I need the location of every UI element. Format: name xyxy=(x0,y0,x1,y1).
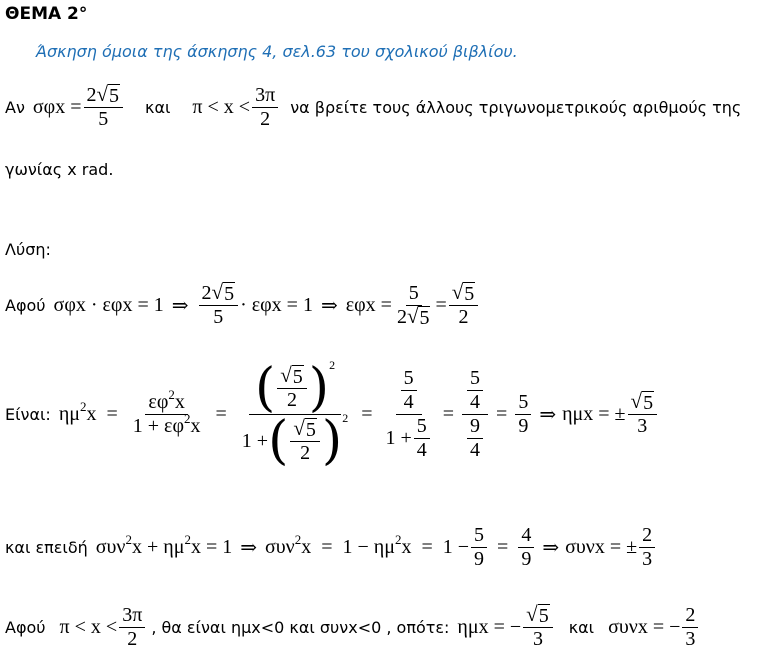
implies-icon: ⇒ xyxy=(171,295,189,317)
equals-sign: = xyxy=(435,294,447,316)
step3-result-fraction: $\frac{2}{3}$ xyxy=(639,524,655,571)
step3-result-lhs: συνx = ± xyxy=(565,536,638,558)
equals-sign: = xyxy=(496,403,508,425)
solution-label: Λύση: xyxy=(5,240,51,259)
step4-cos-fraction: $\frac{2}{3}$ xyxy=(682,604,698,651)
step-1 xyxy=(5,282,480,329)
step1-fraction-3: √ 5 2 xyxy=(449,282,479,329)
step3-fraction-1: $\frac{5}{9}$ xyxy=(471,524,487,571)
step1-fraction-2: 5 2 √ 5 xyxy=(396,282,430,329)
step1-tan-lhs: εφx = xyxy=(345,294,392,316)
step3-fraction-2: $\frac{4}{9}$ xyxy=(518,524,534,571)
interval-fraction: $\frac{3\pi}{2}$ xyxy=(252,84,278,131)
step2-fraction-5: $\frac{5}{9}$ xyxy=(515,391,531,438)
step4-prefix: Αφού xyxy=(5,618,46,637)
page-title: ΘΕΜΑ 2° xyxy=(5,4,88,24)
problem-text: να βρείτε τους άλλους τριγωνομετρικούς αριθμούς της xyxy=(290,98,742,117)
equals-sign: = xyxy=(497,536,509,558)
step2-fraction-1: $\frac{\varepsilon\varphi^2x}{1 + \varepsilon\varphi^2x}$ xyxy=(132,387,201,437)
implies-icon: ⇒ xyxy=(542,537,560,559)
step4-sin-fraction: √ 5 3 xyxy=(523,604,553,651)
step2-fraction-4: $\frac{\frac{5}{4}}{\frac{9}{4}}$ xyxy=(462,367,488,462)
exercise-reference: Άσκηση όμοια της άσκησης 4, σελ.63 του σχολικού βιβλίου. xyxy=(36,42,518,61)
step-4 xyxy=(5,604,700,651)
implies-icon: ⇒ xyxy=(320,295,338,317)
step4-sin-lhs: ημx = − xyxy=(457,616,522,638)
step-2: Είναι: $\eta\mu^2x$ = $\frac{\varepsilon\varphi^2x}{1 + \varepsilon\varphi^2x}$ = ( √ 5 2 ) 2 1 + ( √ 5 2 ) 2 = $\frac{5}{4}$ 1 + $\frac{5}{4}$ = $\frac{\frac{5}{4}}{\frac{9}{4}}$ = $\frac{5}{9}$ ⇒ ημx = ± √ 5 3 xyxy=(5,362,659,467)
interval-left: π < x < xyxy=(192,96,251,118)
equals-sign: = xyxy=(442,403,455,425)
step1-prefix: Αφού xyxy=(5,296,46,315)
step3-one-minus: 1 − xyxy=(442,536,470,558)
equals-sign: = xyxy=(361,403,373,425)
equals-sign: = xyxy=(321,536,333,558)
and-text: και xyxy=(568,618,595,637)
step4-cos-lhs: συνx = − xyxy=(608,616,681,638)
step4-text: , θα είναι ημx<0 και συνx<0 , οπότε: xyxy=(151,618,450,637)
step1-tan-product: · εφx = 1 xyxy=(240,294,313,316)
step-3: και επειδή $\sigma\upsilon\nu^2x + \eta\mu^2x = 1$ ⇒ συν$^2$x = $1 - \eta\mu^2x$ = 1 − $\frac{5}{9}$ = $\frac{4}{9}$ ⇒ συνx = ± $\frac{2}{3}$ xyxy=(5,524,657,571)
step1-fraction: 2 √ 5 5 xyxy=(199,282,239,329)
step2-prefix: Είναι: xyxy=(5,405,51,424)
problem-prefix: Αν xyxy=(5,98,25,117)
implies-icon: ⇒ xyxy=(539,404,557,426)
and-text: και xyxy=(145,98,171,117)
equals-sign: = xyxy=(421,536,433,558)
problem-text-line2: γωνίας x rad. xyxy=(5,160,114,179)
equals-sign: = xyxy=(215,403,227,425)
cot-lhs: σφx = xyxy=(32,96,82,118)
step2-fraction-2: ( √ 5 2 ) 2 1 + ( √ 5 2 ) 2 xyxy=(241,358,349,471)
step2-result-fraction: √ 5 3 xyxy=(628,391,658,438)
step2-fraction-3: $\frac{5}{4}$ 1 + $\frac{5}{4}$ xyxy=(382,367,434,462)
step2-result-lhs: ημx = ± xyxy=(562,403,626,425)
problem-statement xyxy=(5,84,741,131)
step4-interval-left: π < x < xyxy=(59,616,118,638)
implies-icon: ⇒ xyxy=(240,537,257,559)
equals-sign: = xyxy=(106,403,118,425)
step4-interval-fraction: $\frac{3\pi}{2}$ xyxy=(119,604,145,651)
step3-prefix: και επειδή xyxy=(5,538,88,557)
step1-identity: σφx · εφx = 1 xyxy=(53,294,164,316)
cot-fraction: 2 √ 5 5 xyxy=(84,84,124,131)
